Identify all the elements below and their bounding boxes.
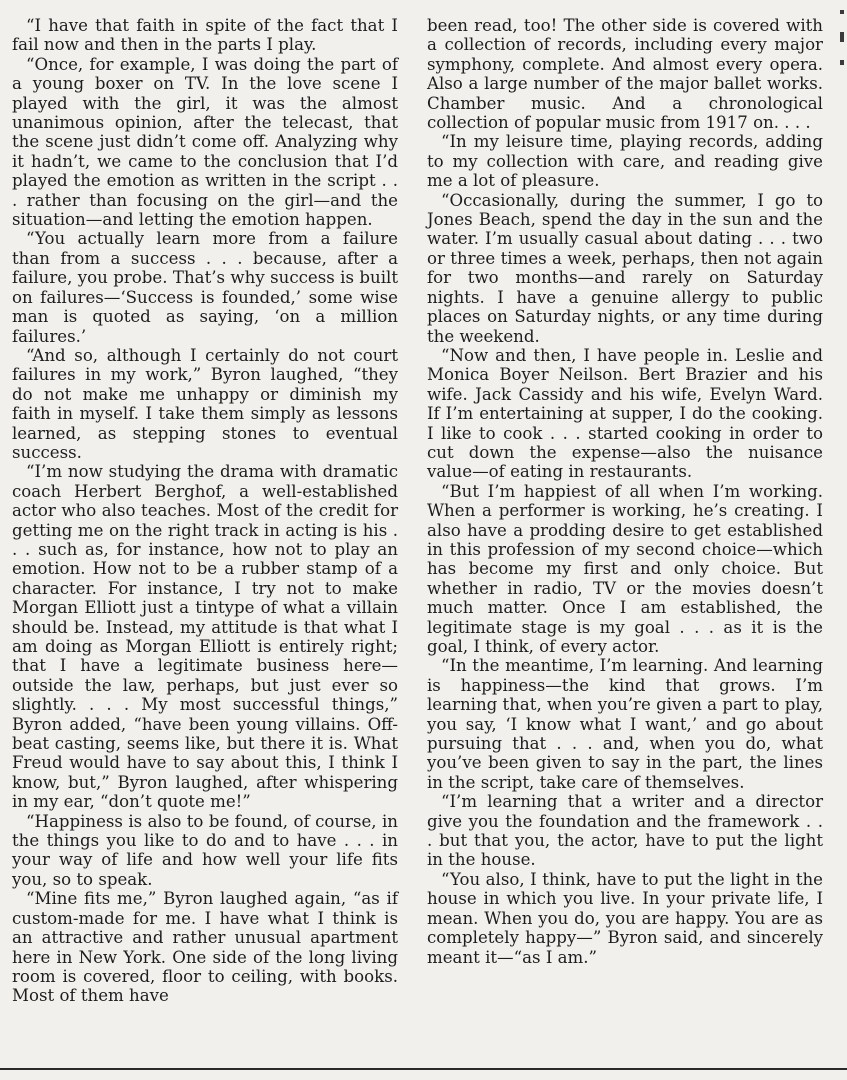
paragraph: “Occasionally, during the summer, I go to Jones Beach, spend the day in the sun and the water. I’m usually casual about dating . . . two or three times a week, perhaps, then not again for two months—and rarely on Saturday nights. I have a genuine allergy to public places on Saturday nights, or any time during the weekend. bbox=[427, 190, 823, 346]
paragraph: “In the meantime, I’m learning. And learning is happiness—the kind that grows. I’m learning that, when you’re given a part to play, you say, ‘I know what I want,’ and go about pursuing that . . . and, when you do, what you’ve been given to say in the part, the lines in the script, take care of themselves. bbox=[427, 656, 823, 792]
bottom-rule bbox=[0, 1068, 847, 1070]
paragraph: “I’m learning that a writer and a director give you the foundation and the framework . . . but that you, the actor, have to put the light in the house. bbox=[427, 792, 823, 870]
paragraph: “But I’m happiest of all when I’m working. When a performer is working, he’s creating. I also have a prodding desire to get established in this profession of my second choice—which has become my first and only choice. But whether in radio, TV or the movies doesn’t much matter. Once I am established, the legitimate stage is my goal . . . as it is the goal, I think, of every actor. bbox=[427, 481, 823, 656]
margin-mark bbox=[840, 10, 844, 14]
paragraph: “Mine fits me,” Byron laughed again, “as if custom-made for me. I have what I think is an attractive and rather unusual apartment here in New York. One side of the long living room is covered, floor to ceiling, with books. Most of them have bbox=[12, 889, 398, 1006]
paragraph: “You actually learn more from a failure than from a success . . . because, after a failure, you probe. That’s why success is built on failures—‘Success is founded,’ some wise man is quoted as saying, ‘on a million failures.’ bbox=[12, 229, 398, 346]
paragraph: “And so, although I certainly do not court failures in my work,” Byron laughed, “they do not make me unhappy or diminish my faith in myself. I take them simply as lessons learned, as stepping stones to eventual success. bbox=[12, 345, 398, 462]
paragraph: “You also, I think, have to put the light in the house in which you live. In your private life, I mean. When you do, you are happy. You are as completely happy—” Byron said, and sincerely meant it—“as I am.” bbox=[427, 869, 823, 967]
paragraph: “Now and then, I have people in. Leslie and Monica Boyer Neilson. Bert Brazier and his wife. Jack Cassidy and his wife, Evelyn Ward. If I’m entertaining at supper, I do the cooking. I like to cook . . . started cooking in order to cut down the expense—also the nuisance value—of eating in restaurants. bbox=[427, 345, 823, 482]
paragraph: “In my leisure time, playing records, adding to my collection with care, and reading give me a lot of pleasure. bbox=[427, 132, 823, 191]
right-column bbox=[427, 16, 823, 967]
paragraph-continued: been read, too! The other side is covered with a collection of records, including every major symphony, complete. And almost every opera. Also a large number of the major ballet works. Chamber music. And a chronological collection of popular music from 1917 on. . . . bbox=[427, 16, 823, 133]
paragraph: “I’m now studying the drama with dramatic coach Herbert Berghof, a well-established actor who also teaches. Most of the credit for getting me on the right track in acting is his . . . such as, for instance, how not to play an emotion. How not to be a rubber stamp of a character. For instance, I try not to make Morgan Elliott just a tintype of what a villain should be. Instead, my attitude is that what I am doing as Morgan Elliott is entirely right; that I have a legitimate business here—outside the law, perhaps, but just ever so slightly. . . . My most successful things,” Byron added, “have been young villains. Off-beat casting, seems like, but there it is. What Freud would have to say about this, I think I know, but,” Byron laughed, after whispering in my ear, “don’t quote me!” bbox=[12, 462, 398, 812]
paragraph: “Once, for example, I was doing the part of a young boxer on TV. In the love scene I played with the girl, it was the almost unanimous opinion, after the telecast, that the scene just didn’t come off. Analyzing why it hadn’t, we came to the conclusion that I’d played the emotion as written in the script . . . rather than focusing on the girl—and the situation—and letting the emotion happen. bbox=[12, 54, 398, 230]
margin-mark bbox=[840, 60, 844, 65]
paragraph: “Happiness is also to be found, of course, in the things you like to do and to have . . . in your way of life and how well your life fits you, so to speak. bbox=[12, 811, 398, 889]
paragraph: “I have that faith in spite of the fact that I fail now and then in the parts I play. bbox=[12, 16, 398, 55]
margin-mark bbox=[840, 32, 844, 42]
left-column bbox=[12, 16, 398, 1006]
